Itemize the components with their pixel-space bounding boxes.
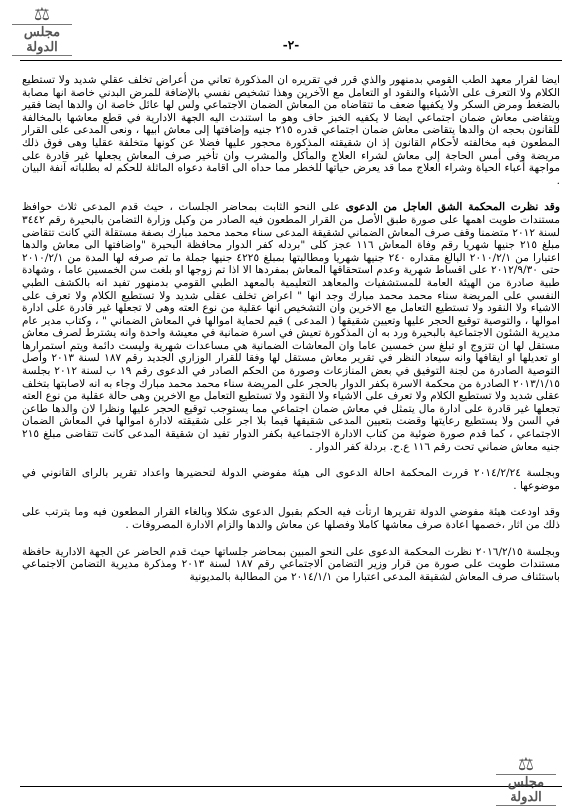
header-divider xyxy=(20,60,562,61)
council-logo-footer xyxy=(490,754,562,805)
paragraph-text: ايضا لقرار معهد الطب القومي بدمنهور والذي قرر في تقريره ان المذكورة تعاني من أعراض تخلف عقلي شديد ولا تستطيع الكلام ولا التعرف على الأشياء والنقود او التعامل مع الآخرين وهذا تشخيص نفسي بالإضافة للمرض البدني خاصة انها مصابة بالضغط ومرض السكر ولا يكفيها ضعف ما تتقاضاه من المعاش الضمان الاجتماعي ولس لها عائل خاصة ان والدها ايضا فقير ويتقاضى معاش ضمان اجتماعي ايضا لا يكفيه الخبز حاف وهو ما استندت اليه الجهة الادارية في قطع معاشها بالمخالفة للقانون بحجه ان والدها يتقاضى معاش ضمان اجتماعي قدره ٢١٥ جنيه وإضافتها إلى معاش ابيها ، ونعى المدعى على القرار المطعون فيه مخالفته لأحكام القانون إذ ان شقيقته المذكورة محجور عليها فضلا عن كونها متخلفة عقليا وهى فوق ذلك مريضة وفى أمس الحاجة إلى معاش لشراء العلاج والمأكل والمشرب وان تأخير صرف المعاش يجعلها غير قادرة على مواجهة أعباء الحياة وشراء العلاج مما قد يعرض حياتها للخطر مما حداه الى اقامة دعواه الماثلة للحكم له بطلباته آنفة البيان . xyxy=(22,74,560,187)
paragraph xyxy=(22,74,560,187)
paragraph xyxy=(22,201,560,453)
paragraph xyxy=(22,467,560,492)
footer-divider xyxy=(20,786,562,787)
page-number: -٢- xyxy=(282,38,300,52)
paragraph-text: وقد اودعت هيئة مفوضي الدولة تقريرها ارتأت فيه الحكم بقبول الدعوى شكلا وبالغاء القرار المطعون فيه وما يترتب على ذلك من اثار ،خصمها اعادة صرف معاشها كاملا وفصلها عن معاش والدها والزام الادارة المصروفات . xyxy=(22,506,560,531)
paragraph-text: على النحو الثابت بمحاضر الجلسات ، حيث قدم المدعى ثلاث حوافظ مستندات طويت اهمها على صورة طبق الأصل من القرار المطعون فيه الصادر من وكيل وزارة التضامن بالبحيرة رقم ٣٤٤٢ لسنة ٢٠١٢ متضمنا وقف صرف المعاش الضماني لشقيقة المدعى سناء محمد محمد مبارك بصفة مستقلة التي كانت تتقاضى مبلغ ٢١٥ جنيها شهريا رقم وفاة المعاش ١١٦ عجز كلى "بردله كفر الدوار محافظة البحيرة "واضافتها الى معاش والدها اعتبارا من ٢٠١٠/٢/١ البالغ مقداره ٢٤٠ جنيها شهريا ومطالبتها بمبلغ ٤٢٢٥ جنيها جملة ما تم صرفه لها المدة من ٢٠١٠/٢/١ حتى ٢٠١٢/٩/٣٠ على اقساط شهرية وعدم استحقاقها المعاش بمفردها الا اذا تم زوجها او بلغت سن الخمسين عاما ، وشهادة طبية صادرة من الهيئة العامة للمستشفيات والمعاهد التعليمية بالمعهد الطبي القومي بدمنهور تفيد انه بالكشف الطبي النفسي على المريضة سناء محمد محمد مبارك وجد انها " اعراض تخلف عقلى شديد ولا تستطيع الكلام ولا تعرف على الاشياء ولا النقود ولا تستطيع التعامل مع الاخرين وان التشخيص انها عقلية من نوع العته وهى لا تجعلها غير قادرة على ادارة اموالها ، والتوصية توقيع الحجر عليها وتعيين شقيقها ( المدعى ) قيم لحماية اموالها في المعاش الضماني " ، وكتاب مدير عام مديرية الشئون الاجتماعية بالبحيرة ورد به ان المذكورة تعيش في اسرة ضمانية في معيشة واحدة وانه يشترط لصرف معاش مستقل لها ان تتزوج او تبلغ سن خمسين عاما وان المعاشات الضمانية هي مساعدات شهرية وليست دائمة ويتم استمرارها او تعديلها او ايقافها وانه سيعاد النظر في تقرير معاش مستقل لها وفقا للقرار الوزاري الجديد رقم ١٨٧ لسنة ٢٠١٣ وأصل التوصية الصادرة من لجنة التوفيق في بعض المنازعات وصورة من الحكم الصادر في الدعوى رقم ١٩ ب لسنة ٢٠١٢ بجلسة ٢٠١٣/١/١٥ الصادرة من محكمة الاسرة بكفر الدوار بالحجر على المريضة سناء محمد محمد مبارك وجاء به انه لاصابتها بتخلف عقلى شديد ولا تستطيع الكلام ولا تعرف على الاشياء ولا النقود ولا تستطيع التعامل مع الاخرين وهى حالة عقلية من نوع العته تجعلها غير قادرة على ادارة مال يتمثل في معاش ضمان اجتماعي مما يستوجب توقيع الحجر عليها ونظرا لان والدها طاعن في السن ولا يستطيع رعايتها وقضت بتعيين المدعى شقيقها قيما بلا اجر على شقيقته لادارة اموالها في المعاش الضمان الاجتماعي ، كما قدم صورة ضوئية من كتاب الادارة الاجتماعية بكفر الدوار تفيد ان شقيقة المدعى كانت تتقاضى مبلغ ٢١٥ جنيه معاش ضماني تحت رقم ١١٦ ع.ح. بردلة كفر الدوار . xyxy=(22,201,561,453)
scales-icon: ⚖ xyxy=(517,754,535,775)
paragraph xyxy=(22,546,560,584)
scales-icon: ⚖ xyxy=(33,4,51,25)
paragraph-lead: وقد نظرت المحكمة الشق العاجل من الدعوى xyxy=(345,201,560,214)
document-body xyxy=(22,74,560,597)
logo-text: مجلس الدولة xyxy=(12,24,72,56)
paragraph-text: وبجلسة ٢٠١٦/٢/١٥ نظرت المحكمة الدعوى على النحو المبين بمحاضر جلساتها حيث قدم الحاضر عن الجهة الادارية حافظة مستندات طويت على صورة من قرار وزير التضامن الاجتماعي رقم ١٨٧ لسنة ٢٠١٣ ومذكرة مديرية التضامن الاجتماعي باستئناف صرف المعاش لشقيقة المدعى اعتبارا من ٢٠١٤/١/١ من المطالبة بالمديونية xyxy=(22,545,560,583)
logo-text: مجلس الدولة xyxy=(496,774,556,806)
paragraph-text: وبجلسة ٢٠١٤/٢/٢٤ قررت المحكمة احالة الدعوى الى هيئة مفوضي الدولة لتحضيرها واعداد تقرير بالراى القانوني في موضوعها . xyxy=(22,467,560,492)
paragraph xyxy=(22,506,560,531)
